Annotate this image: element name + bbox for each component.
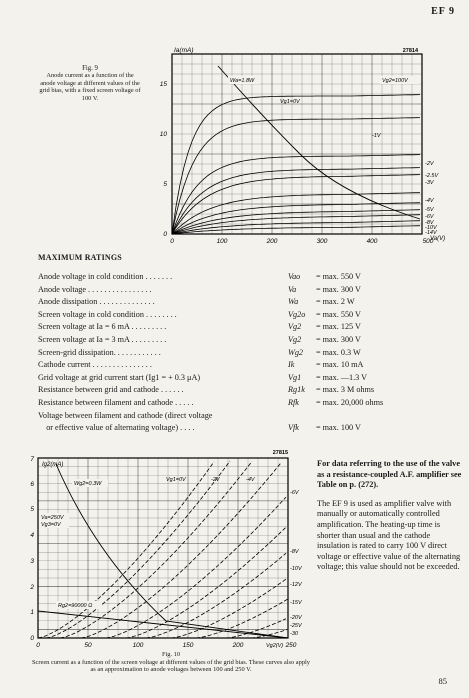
- rating-value: = max. 10 mA: [316, 360, 364, 370]
- fig9-curve-label: -6V: [425, 214, 434, 220]
- fig10-top-label: -4V: [246, 477, 255, 483]
- fig9-y-tick: 5: [163, 181, 167, 188]
- rating-symbol: Vg1: [288, 372, 302, 382]
- fig10-curves: [38, 461, 288, 638]
- fig10-wg2-label: Wg2=0.3W: [74, 481, 102, 487]
- fig10-y-unit: Ig2(mA): [42, 462, 64, 468]
- rating-label: or effective value of alternating voltage) . . . .: [38, 423, 195, 433]
- fig10-x-tick: 100: [132, 642, 144, 649]
- rating-symbol: Wa: [288, 297, 299, 307]
- fig9-curve: [172, 221, 420, 234]
- rating-label: Screen voltage at Ia = 3 mA . . . . . . . . .: [38, 334, 167, 344]
- rating-value: = max. 20,000 ohms: [316, 397, 384, 407]
- fig10-rg2-label: Rg2=90000 Ω: [58, 603, 93, 609]
- rating-label: Screen voltage in cold condition . . . . . . . .: [38, 309, 177, 319]
- rating-symbol: Vfk: [288, 423, 299, 433]
- fig9-graph: [150, 44, 462, 250]
- fig10-graph: [26, 446, 316, 651]
- fig9-x-tick: 100: [216, 238, 228, 245]
- fig9-curve-label: -4V: [425, 198, 434, 204]
- rating-label: Anode dissipation . . . . . . . . . . . . . .: [38, 297, 155, 307]
- fig9-caption-title: Fig. 9: [82, 65, 98, 72]
- rating-value: = max. 2 W: [316, 297, 355, 307]
- fig9-curve-label: -2.5V: [425, 173, 439, 179]
- fig10-top-label: -2V: [211, 477, 220, 483]
- fig10-curve: [106, 497, 286, 638]
- fig9-x-tick: 500: [422, 238, 434, 245]
- fig10-x-tick: 150: [182, 642, 194, 649]
- fig10-caption-text: Screen current as a function of the screen voltage at different values of the grid bias. These curves also apply as an approximation to anode voltages between 100 and 250 V.: [31, 658, 310, 673]
- side-text-bold: For data referring to the use of the valve as a resistance-coupled A.F. amplifier see Table on p. (272).: [317, 459, 462, 490]
- fig9-x-unit: Va(V): [430, 236, 446, 242]
- fig10-y-tick: 6: [30, 481, 34, 488]
- fig9-x-tick: 300: [316, 238, 328, 245]
- fig9-curve-label: -2V: [425, 161, 434, 167]
- rating-value: = max. 0.3 W: [316, 347, 361, 357]
- fig9-curve-label: Vg1=0V: [280, 99, 300, 105]
- fig10-right-label: -15V: [290, 600, 302, 606]
- fig10-x-tick: 250: [285, 642, 297, 649]
- fig9-curve: [172, 155, 420, 234]
- fig9-y-tick: 0: [163, 231, 167, 238]
- fig10-y-tick: 7: [30, 456, 34, 463]
- fig10-y-tick: 4: [30, 532, 34, 539]
- fig9-curve-label: -10V: [425, 225, 437, 231]
- fig9-wa-label: Wa=1.8W: [230, 78, 255, 84]
- rating-symbol: Va: [288, 284, 297, 294]
- fig9-x-tick: 400: [366, 238, 378, 245]
- fig9-x-tick: 200: [266, 238, 278, 245]
- rating-row: [38, 285, 460, 298]
- fig9-curve: [172, 203, 420, 234]
- fig10-x-tick: 0: [36, 642, 40, 649]
- rating-label: Grid voltage at grid current start (Ig1 = + 0.3 μA): [38, 372, 201, 382]
- fig10-x-tick: 50: [84, 642, 92, 649]
- fig10-top-label: Vg1=0V: [166, 477, 186, 483]
- fig10-right-label: -12V: [290, 582, 302, 588]
- fig10-caption: [30, 651, 312, 674]
- fig9-caption: [38, 65, 142, 102]
- fig9-vg2-label: Vg2=100V: [382, 78, 408, 84]
- rating-value: = max. 3 M ohms: [316, 385, 375, 395]
- rating-row: [38, 335, 460, 348]
- fig9-y-tick: 10: [159, 131, 167, 138]
- rating-row: [38, 423, 460, 436]
- fig10-curve: [38, 462, 214, 638]
- fig10-curve: [226, 619, 286, 638]
- side-text-body: The EF 9 is used as amplifier valve with manually or automatically controlled amplification. The heating-up time is shorter than usual and the cathode insulation is rated to carry 100 V direct voltage or effective value of the alternating voltage; this value should not be exceeded.: [317, 498, 461, 572]
- side-text-column: [317, 459, 462, 573]
- fig9-curve-label: -5V: [425, 207, 434, 213]
- rating-symbol: Rg1k: [288, 385, 305, 395]
- rating-row: [38, 385, 460, 398]
- fig10-y-tick: 5: [30, 506, 34, 513]
- fig10-x-unit: Vg2(V): [266, 643, 284, 649]
- page-number: 85: [438, 676, 447, 686]
- rating-value: = max. 125 V: [316, 322, 361, 332]
- fig10-y-tick: 1: [30, 609, 34, 616]
- rating-row: [38, 373, 460, 386]
- rating-row: [38, 411, 460, 424]
- fig9-curve-label: -8V: [425, 220, 434, 226]
- fig9-curve: [172, 95, 420, 234]
- fig9-y-tick: 15: [159, 81, 167, 88]
- rating-value: = max. 100 V: [316, 423, 361, 433]
- fig10-right-label: -20V: [290, 615, 302, 621]
- rating-row: [38, 348, 460, 361]
- fig10-y-tick: 2: [30, 584, 34, 591]
- rating-value: = max. 300 V: [316, 334, 361, 344]
- rating-label: Resistance between filament and cathode . . . . .: [38, 397, 194, 407]
- fig9-curve: [172, 175, 420, 234]
- rating-symbol: Vg2: [288, 322, 302, 332]
- rating-value: = max. —1.3 V: [316, 372, 368, 382]
- max-ratings-table: [38, 272, 460, 436]
- page-header-code: EF 9: [431, 6, 455, 17]
- rating-label: Voltage between filament and cathode (direct voltage: [38, 410, 213, 420]
- fig9-corner-code: 27814: [402, 48, 418, 54]
- fig9-caption-text: Anode current as a function of the anode voltage at different values of the grid bias, with a fixed screen voltage of 100 V.: [39, 72, 141, 102]
- fig9-y-unit: Ia(mA): [174, 47, 194, 54]
- rating-symbol: Wg2: [288, 347, 304, 357]
- fig9-x-tick: 0: [170, 238, 174, 245]
- fig10-caption-title: Fig. 10: [161, 651, 181, 658]
- fig10-right-label: -25V: [290, 623, 302, 629]
- rating-symbol: Vao: [288, 272, 301, 281]
- rating-value: = max. 300 V: [316, 284, 361, 294]
- fig10-y-tick: 0: [30, 635, 34, 642]
- rating-row: [38, 310, 460, 323]
- fig10-va-label: Va=250V: [41, 515, 64, 521]
- fig10-dissipation-curve: [56, 464, 288, 638]
- fig10-right-label: -6V: [290, 490, 299, 496]
- fig9-dissipation-curve: [218, 66, 420, 219]
- fig10-curve: [81, 463, 281, 638]
- fig10-right-label: -10V: [290, 566, 302, 572]
- rating-row: [38, 272, 460, 285]
- rating-symbol: Vg2: [288, 334, 302, 344]
- rating-label: Resistance between grid and cathode . . . . . .: [38, 385, 184, 395]
- fig10-curve: [196, 599, 288, 638]
- rating-row: [38, 322, 460, 335]
- fig10-x-tick: 200: [232, 642, 244, 649]
- rating-row: [38, 360, 460, 373]
- rating-label: Anode voltage . . . . . . . . . . . . . . . .: [38, 284, 152, 294]
- fig9-curves: [172, 95, 420, 234]
- fig9-curve: [172, 226, 420, 234]
- rating-row: [38, 297, 460, 310]
- fig10-right-label: -8V: [290, 549, 299, 555]
- rating-label: Cathode current . . . . . . . . . . . . . . .: [38, 360, 152, 370]
- fig9-curve-label: -1V: [372, 133, 381, 139]
- rating-label: Screen voltage at Ia = 6 mA . . . . . . . . .: [38, 322, 167, 332]
- rating-row: [38, 398, 460, 411]
- rating-label: Anode voltage in cold condition . . . . . . .: [38, 272, 173, 281]
- fig10-vg3-label: Vg3=0V: [41, 522, 61, 528]
- fig10-corner-code: 27815: [272, 450, 288, 456]
- rating-value: = max. 550 V: [316, 272, 361, 281]
- fig10-y-tick: 3: [30, 558, 34, 565]
- fig9-curve-label: -14V: [425, 230, 437, 236]
- rating-symbol: Vg2o: [288, 309, 306, 319]
- rating-symbol: Ik: [288, 360, 295, 370]
- rating-label: Screen-grid dissipation. . . . . . . . . . . .: [38, 347, 161, 357]
- fig10-right-label: -30: [290, 631, 298, 637]
- rating-value: = max. 550 V: [316, 309, 361, 319]
- rating-symbol: Rfk: [288, 397, 299, 407]
- max-ratings-heading: MAXIMUM RATINGS: [38, 253, 122, 262]
- fig9-curve-label: -3V: [425, 180, 434, 186]
